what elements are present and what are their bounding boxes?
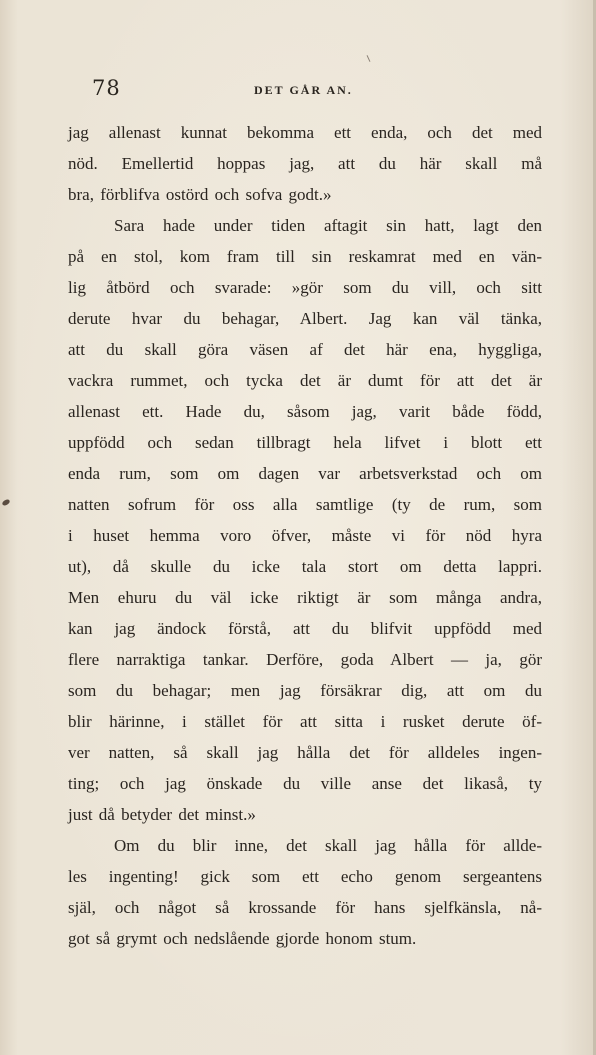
text-line: ver natten, så skall jag hålla det för alldeles ingen- [68,743,542,762]
text-line: flere narraktiga tankar. Derföre, goda Albert — ja, gör [68,650,542,669]
text-line: allenast ett. Hade du, såsom jag, varit både född, [68,402,542,421]
text-line: natten sofrum för oss alla samtlige (ty de rum, som [68,495,542,514]
body-text [68,117,542,954]
text-line: lig åtbörd och svarade: »gör som du vill, och sitt [68,278,542,297]
text-line: jag allenast kunnat bekomma ett enda, och det med [68,123,542,142]
text-line: nöd. Emellertid hoppas jag, att du här skall må [68,154,542,173]
ink-mark [367,55,371,62]
text-line: själ, och något så krossande för hans sjelfkänsla, nå- [68,898,542,917]
text-line: att du skall göra väsen af det här ena, hyggliga, [68,340,542,359]
text-line: blir härinne, i stället för att sitta i rusket derute öf- [68,712,542,731]
text-line: kan jag ändock förstå, att du blifvit uppfödd med [68,619,542,638]
text-line: Men ehuru du väl icke riktigt är som många andra, [68,588,542,607]
text-line: enda rum, som om dagen var arbetsverkstad och om [68,464,542,483]
page-number: 78 [92,76,121,100]
text-line: just då betyder det minst.» [68,805,256,824]
text-line: vackra rummet, och tycka det är dumt för att det är [68,371,542,390]
margin-ink-spot [1,498,10,506]
text-line: derute hvar du behagar, Albert. Jag kan väl tänka, [68,309,542,328]
text-line: som du behagar; men jag försäkrar dig, att om du [68,681,542,700]
text-line: ut), då skulle du icke tala stort om detta lappri. [68,557,542,576]
text-line: ting; och jag önskade du ville anse det likaså, ty [68,774,542,793]
text-line: les ingenting! gick som ett echo genom sergeantens [68,867,542,886]
page-header [92,76,547,104]
text-line: i huset hemma voro öfver, måste vi för nöd hyra [68,526,542,545]
running-head: DET GÅR AN. [254,83,353,97]
text-line: got så grymt och nedslående gjorde honom stum. [68,929,417,948]
text-line: uppfödd och sedan tillbragt hela lifvet i blott ett [68,433,542,452]
text-line: bra, förblifva ostörd och sofva godt.» [68,185,332,204]
paragraph-start-line: Sara hade under tiden aftagit sin hatt, lagt den [114,216,542,235]
text-line: på en stol, kom fram till sin reskamrat med en vän- [68,247,542,266]
paragraph-start-line: Om du blir inne, det skall jag hålla för allde- [114,836,542,855]
